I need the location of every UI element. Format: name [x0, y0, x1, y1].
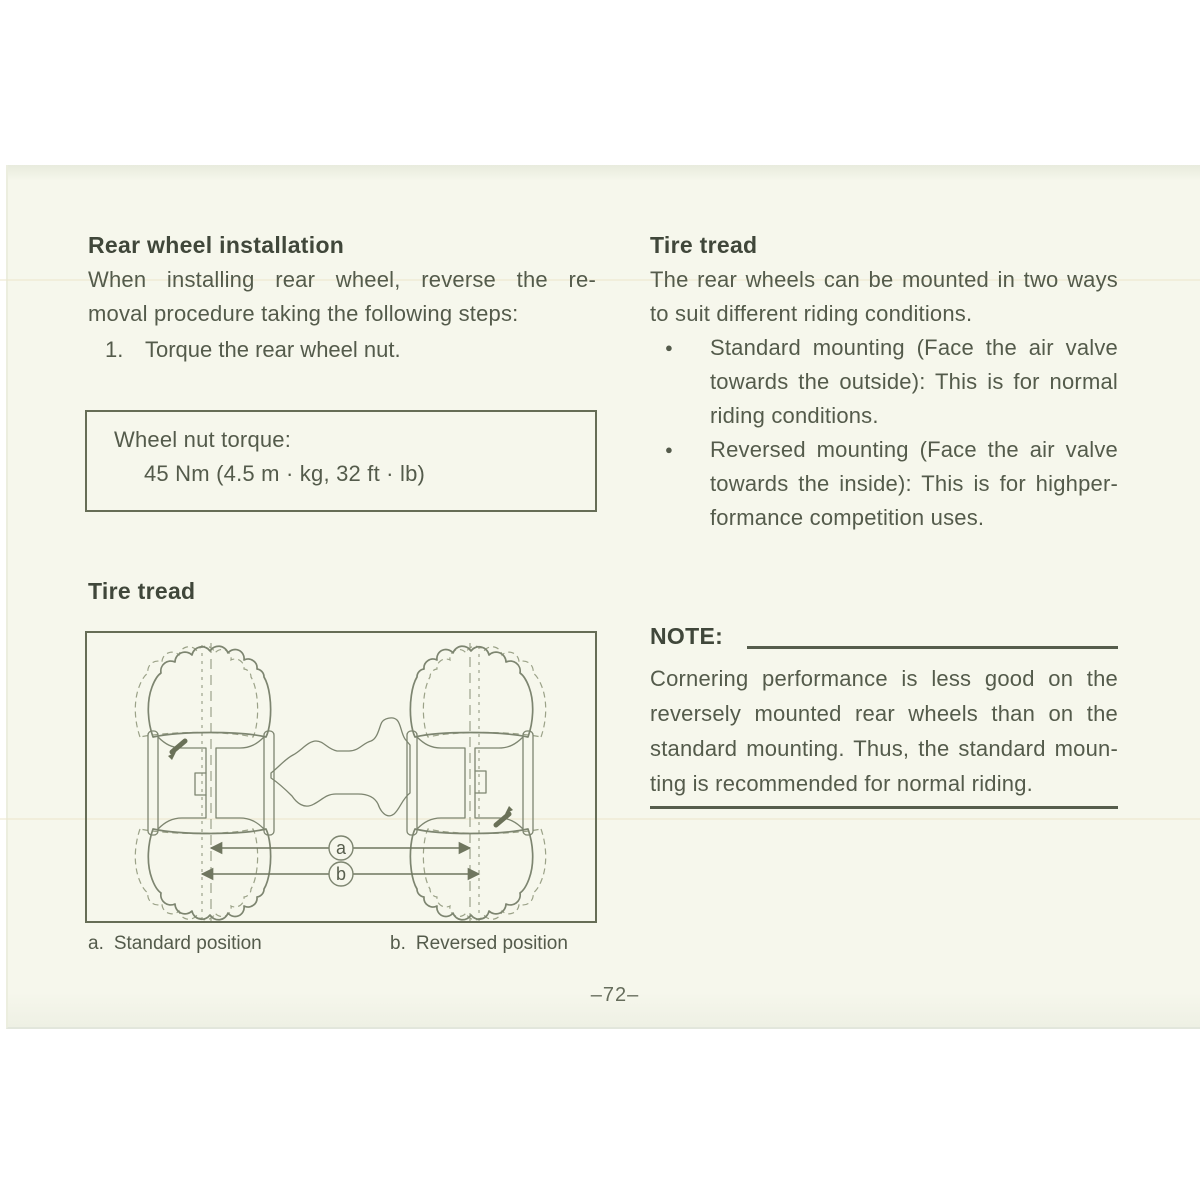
tire-tread-paragraph	[650, 263, 1118, 331]
axle-housing	[271, 718, 410, 816]
rear-wheel-paragraph	[88, 263, 596, 331]
wheel-nut-torque-box	[85, 410, 597, 512]
step-text: Torque the rear wheel nut.	[145, 337, 401, 362]
note-line-text: ting is recommended for normal riding.	[650, 771, 1033, 796]
bullet-line: towards the inside): This is for highper-	[710, 471, 1118, 496]
note-line-text: reversely mounted rear wheels than on the	[650, 701, 1118, 726]
paragraph-line: moval procedure taking the following steps:	[88, 301, 519, 326]
note-paragraph	[650, 661, 1118, 801]
bullet-line: Reversed mounting (Face the air valve	[710, 437, 1118, 462]
torque-box-title: Wheel nut torque:	[114, 427, 292, 452]
mounting-bullet-list	[650, 331, 1118, 535]
bullet-line: towards the outside): This is for normal	[710, 369, 1118, 394]
note-line-text: standard mounting. Thus, the standard moun-	[650, 736, 1118, 761]
bullet-line: riding conditions.	[710, 403, 879, 428]
caption-a-text: Standard position	[113, 933, 262, 954]
tire-tread-figure	[85, 631, 597, 923]
torque-box-value: 45 Nm (4.5 m · kg, 32 ft · lb)	[144, 461, 426, 486]
paragraph-line: The rear wheels can be mounted in two ways	[650, 267, 1118, 292]
bullet-line: formance competition uses.	[710, 505, 985, 530]
heading-tire-tread-left: Tire tread	[88, 578, 196, 604]
note-footer-rule	[650, 806, 1118, 809]
caption-b-label: b.	[390, 933, 406, 954]
tire-tread-diagram	[87, 633, 595, 921]
caption-a-label: a.	[88, 933, 104, 954]
step-item	[105, 333, 401, 367]
bullet-line: Standard mounting (Face the air valve	[710, 335, 1118, 360]
step-number: 1.	[105, 337, 124, 362]
bullet-icon: ●	[665, 340, 673, 355]
list-item	[650, 331, 1118, 433]
heading-tire-tread-right: Tire tread	[650, 232, 758, 258]
list-item	[650, 433, 1118, 535]
note-label: NOTE:	[650, 623, 724, 649]
bullet-icon: ●	[665, 442, 673, 457]
caption-b-text: Reversed position	[415, 933, 568, 954]
right-wheel	[407, 643, 546, 921]
figure-caption-a	[88, 932, 262, 956]
left-wheel	[135, 643, 274, 921]
paragraph-line: to suit different riding conditions.	[650, 301, 973, 326]
note-line-text: Cornering performance is less good on the	[650, 666, 1118, 691]
dimension-label-b: b	[335, 864, 347, 884]
page-number: –72–	[590, 984, 640, 1006]
heading-rear-wheel-installation: Rear wheel installation	[88, 232, 345, 258]
dimension-label-a: a	[335, 838, 347, 858]
figure-caption-b	[390, 932, 568, 956]
note-header-rule	[747, 633, 1118, 649]
paragraph-line: When installing rear wheel, reverse the re-	[88, 267, 596, 292]
